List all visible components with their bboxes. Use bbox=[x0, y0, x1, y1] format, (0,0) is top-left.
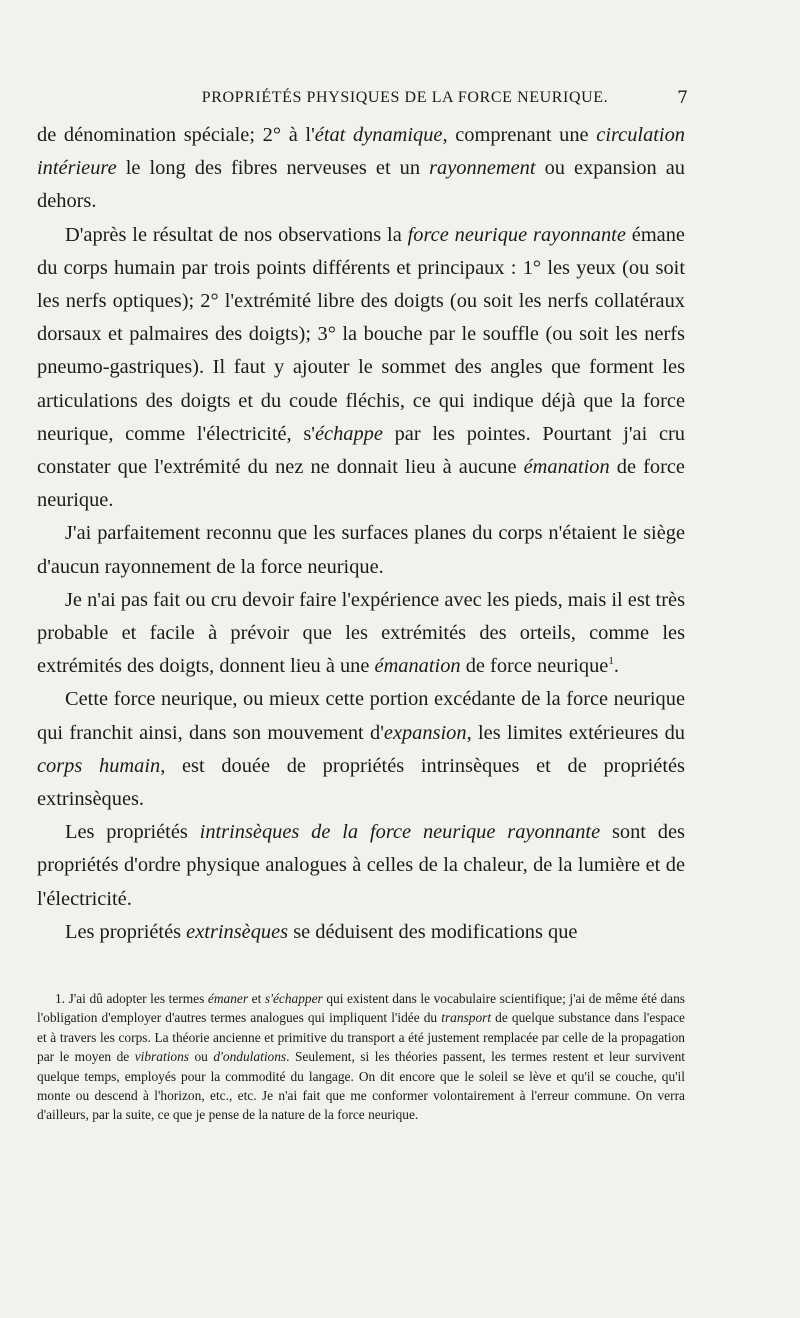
body-text bbox=[37, 119, 685, 949]
text-run: le long des fibres nerveuses et un bbox=[116, 157, 430, 180]
italic-term: corps humain bbox=[37, 754, 161, 777]
footnote-1 bbox=[37, 989, 685, 1125]
text-run: D'après le résultat de nos observations la bbox=[65, 223, 408, 246]
italic-term: expansion bbox=[383, 721, 467, 744]
italic-term: émanation bbox=[374, 655, 461, 678]
paragraph-3 bbox=[37, 517, 685, 583]
italic-term: vibrations bbox=[134, 1049, 190, 1065]
italic-term: s'échapper bbox=[264, 991, 323, 1006]
text-run: de force neurique bbox=[460, 655, 609, 678]
paragraph-1 bbox=[37, 119, 685, 219]
italic-term: force neurique rayonnante bbox=[407, 223, 626, 246]
italic-term: échappe bbox=[314, 422, 383, 445]
text-run: de dénomination spéciale; 2° à l' bbox=[37, 124, 315, 146]
italic-term: rayonnement bbox=[429, 157, 536, 180]
text-run: , comprenant une bbox=[442, 124, 597, 146]
paragraph-7 bbox=[37, 916, 685, 949]
text-run: , les limites extérieures du bbox=[466, 721, 685, 744]
footnote-marker: 1 bbox=[608, 655, 614, 668]
text-run: ou expansion au dehors. bbox=[37, 157, 686, 213]
text-run: . Seulement, si les théories passent, les termes restent et leur survivent quelque temps, employés pour la commodité du langage. On dit encore que le soleil se lève et qu'il se couche, qu'il monte ou descend à l'horizon, etc., etc. Je n'ai fait que me conformer volontairement à l'erreur commune. On verra d'ailleurs, par la suite, ce que je pense de la nature de la force neurique. bbox=[37, 1049, 685, 1123]
text-run: de force neurique. bbox=[37, 456, 685, 512]
paragraph-4 bbox=[37, 584, 685, 684]
text-run: se déduisent des modifications que bbox=[288, 920, 578, 943]
text-run: et bbox=[248, 991, 265, 1006]
italic-term: circulation intérieure bbox=[37, 124, 685, 180]
text-run: Je n'ai pas fait ou cru devoir faire l'expérience avec les pieds, mais il est très probable et facile à prévoir que les extrémités des orteils, comme les extrémités des doigts, donnent lieu à une bbox=[37, 588, 685, 678]
text-run: de quelque substance dans l'espace et à travers les corps. La théorie ancienne et primitive du transport a été justement remplacée par celle de la propagation par le moyen de bbox=[37, 1010, 686, 1065]
italic-term: extrinsèques bbox=[186, 920, 289, 943]
text-run: sont des propriétés d'ordre physique analogues à celles de la chaleur, de la lumière et de l'électricité. bbox=[37, 821, 685, 910]
text-run: J'ai parfaitement reconnu que les surfaces planes du corps n'étaient le siège d'aucun rayonnement de la force neurique. bbox=[37, 522, 685, 578]
text-run: Les propriétés bbox=[65, 920, 187, 943]
text-run: , est douée de propriétés intrinsèques et de propriétés extrinsèques. bbox=[37, 754, 685, 811]
text-run: qui existent dans le vocabulaire scientifique; j'ai de même été dans l'obligation d'employer d'autres termes analogues qui impliquent l'idée du bbox=[37, 991, 686, 1026]
text-run: ou bbox=[189, 1049, 214, 1065]
text-run: Les propriétés bbox=[65, 821, 200, 844]
paragraph-6 bbox=[37, 816, 685, 916]
text-run: Cette force neurique, ou mieux cette portion excédante de la force neurique qui franchit ainsi, dans son mouvement d' bbox=[37, 688, 685, 744]
italic-term: intrinsèques de la force neurique rayonnante bbox=[199, 821, 601, 844]
paragraph-5 bbox=[37, 683, 685, 816]
text-run: . bbox=[613, 655, 619, 678]
footnote-area bbox=[37, 989, 685, 1125]
italic-term: émaner bbox=[207, 991, 249, 1006]
italic-term: d'ondulations bbox=[213, 1049, 287, 1065]
italic-term: émanation bbox=[523, 456, 610, 479]
text-run: 1. J'ai dû adopter les termes bbox=[55, 991, 208, 1006]
italic-term: transport bbox=[441, 1010, 492, 1026]
running-title: PROPRIÉTÉS PHYSIQUES DE LA FORCE NEURIQUE. bbox=[201, 89, 609, 106]
text-run: émane du corps humain par trois points différents et principaux : 1° les yeux (ou soit les nerfs optiques); 2° l'extrémité libre des doigts (ou soit les nerfs collatéraux dorsaux et palmaires des doigts); 3° la bouche par le souffle (ou soit les nerfs pneumo-gastriques). Il faut y ajouter le sommet des angles que forment les articulations des doigts et du coude fléchis, ce qui indique déjà que la force neurique, comme l'électricité, s' bbox=[37, 223, 685, 445]
paragraph-2 bbox=[37, 219, 685, 518]
text-run: par les pointes. Pourtant j'ai cru constater que l'extrémité du nez ne donnait lieu à aucune bbox=[37, 422, 685, 479]
italic-term: état dynamique bbox=[314, 124, 443, 146]
page-number: 7 bbox=[677, 88, 688, 108]
